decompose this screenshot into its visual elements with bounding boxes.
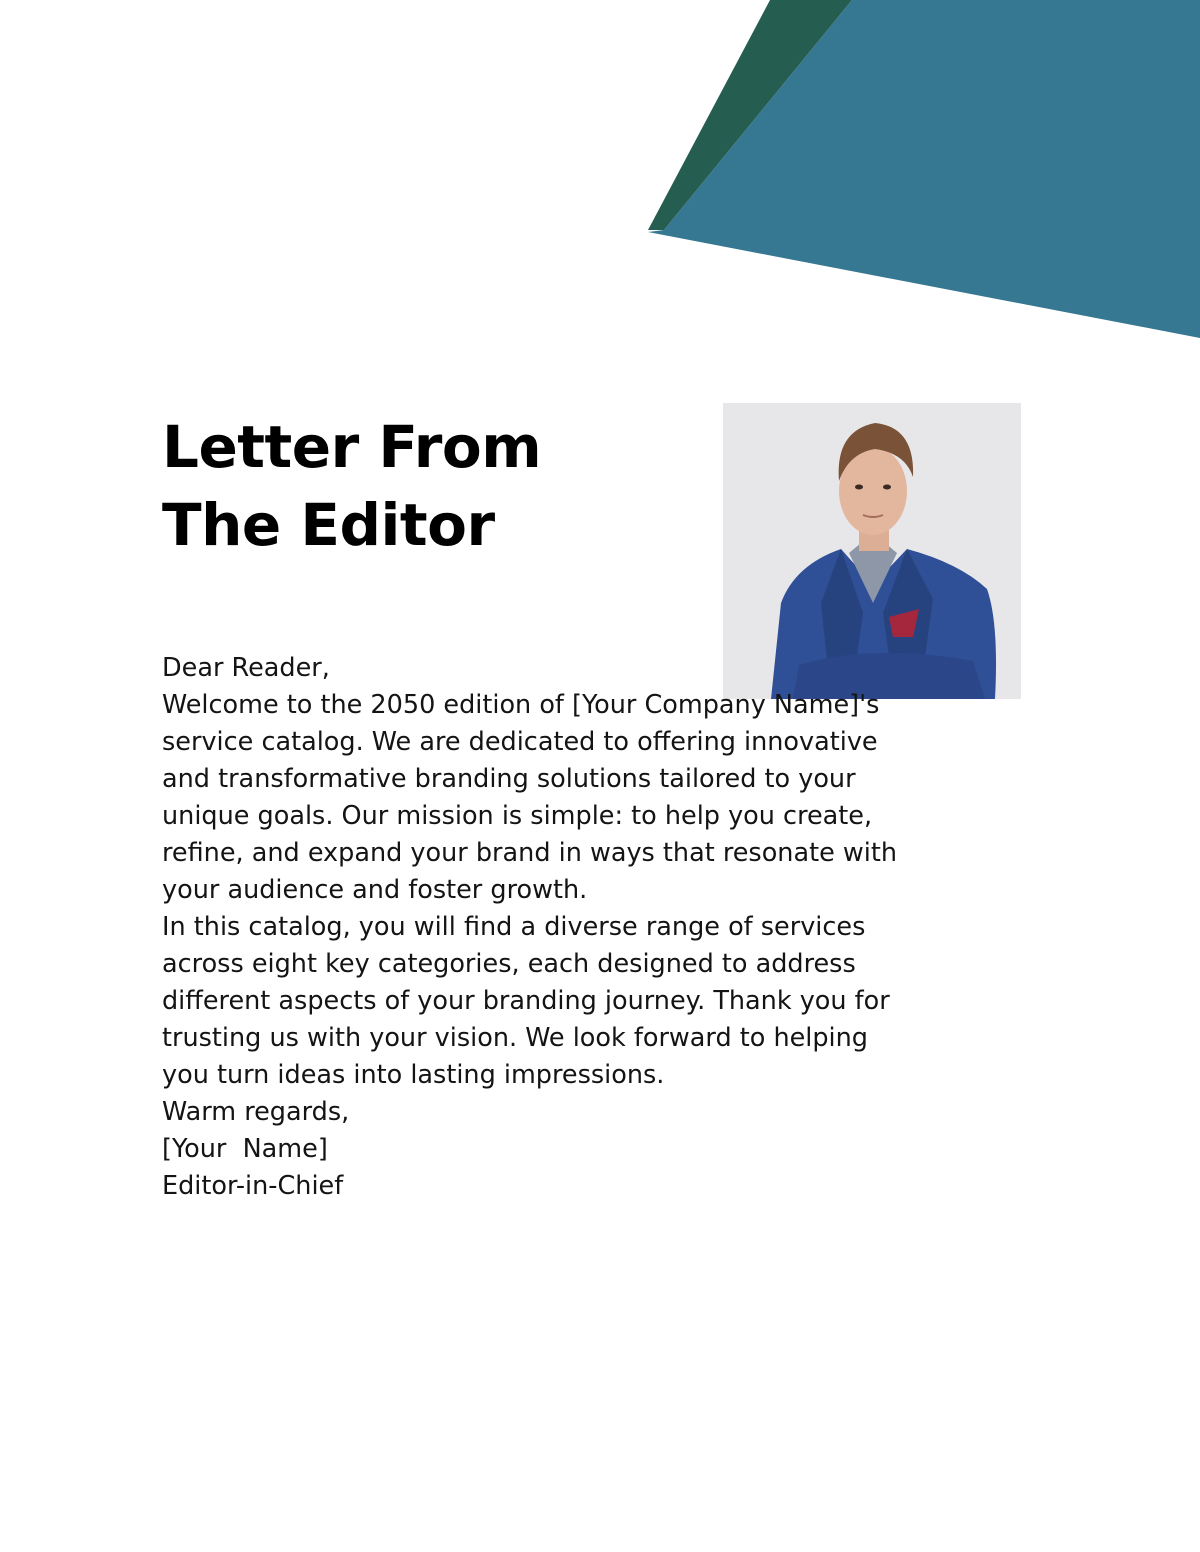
paragraph-welcome	[162, 687, 1062, 909]
text-line: and transformative branding solutions tailored to your	[162, 764, 856, 794]
text-line: across eight key categories, each designed to address	[162, 949, 856, 979]
text-line: service catalog. We are dedicated to offering innovative	[162, 727, 878, 757]
closing: Warm regards,	[162, 1097, 350, 1127]
text-line: trusting us with your vision. We look forward to helping	[162, 1023, 868, 1053]
page-title-line-1: Letter From	[162, 413, 542, 481]
page-title	[162, 408, 682, 564]
header-decoration	[0, 0, 1200, 340]
text-line: Welcome to the 2050 edition of [Your Company Name]'s	[162, 690, 880, 720]
text-line: different aspects of your branding journey. Thank you for	[162, 986, 890, 1016]
signature-role: Editor-in-Chief	[162, 1171, 344, 1201]
paragraph-catalog	[162, 909, 1062, 1094]
letter-body	[162, 650, 1062, 1205]
teal-shape	[648, 0, 1200, 338]
signature-name: [Your Name]	[162, 1134, 328, 1164]
text-line: refine, and expand your brand in ways that resonate with	[162, 838, 897, 868]
text-line: you turn ideas into lasting impressions.	[162, 1060, 665, 1090]
page-title-line-2: The Editor	[162, 491, 495, 559]
text-line: unique goals. Our mission is simple: to help you create,	[162, 801, 873, 831]
greeting: Dear Reader,	[162, 653, 330, 683]
text-line: In this catalog, you will find a diverse range of services	[162, 912, 866, 942]
text-line: your audience and foster growth.	[162, 875, 588, 905]
